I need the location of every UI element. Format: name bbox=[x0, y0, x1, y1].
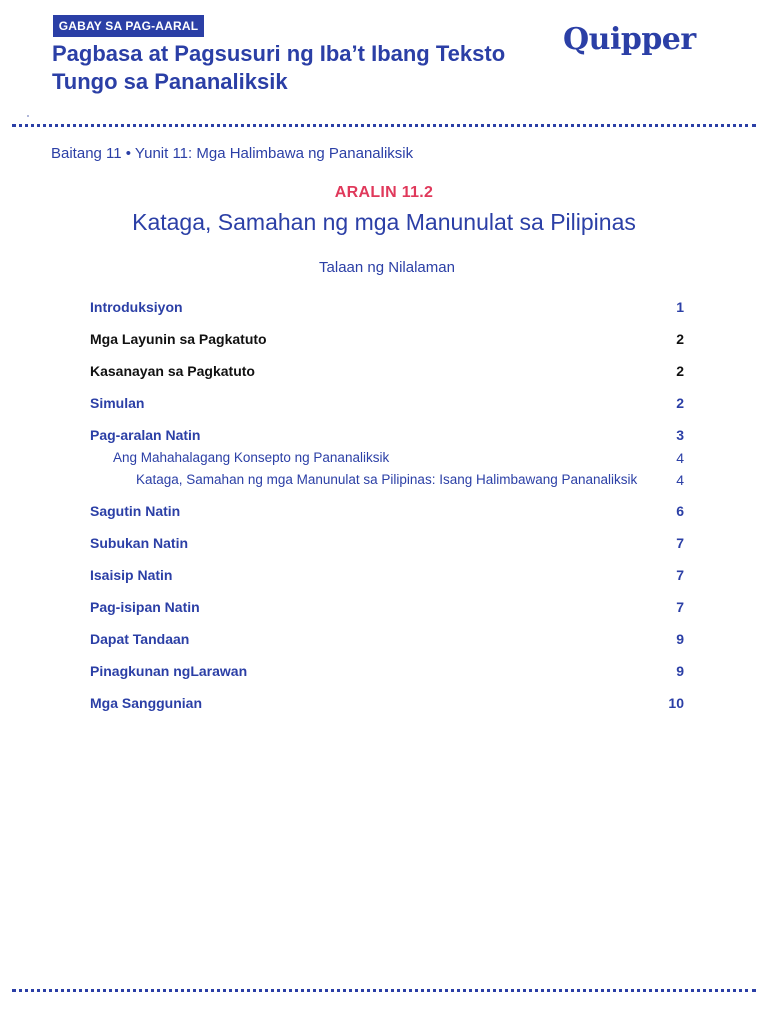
toc-entry-label: Pag-aralan Natin bbox=[90, 427, 201, 443]
guide-badge: GABAY SA PAG-AARAL bbox=[53, 15, 204, 37]
document-title-line2: Tungo sa Pananaliksik bbox=[52, 69, 288, 94]
bottom-dotted-divider bbox=[12, 989, 756, 992]
toc-entry-page: 2 bbox=[676, 363, 684, 379]
lesson-title: Kataga, Samahan ng mga Manunulat sa Pilipinas bbox=[132, 209, 636, 235]
toc-entry-page: 2 bbox=[676, 331, 684, 347]
toc-entry-label: Pag-isipan Natin bbox=[90, 599, 200, 615]
toc-entry-kasanayan[interactable] bbox=[90, 361, 684, 381]
toc-entry-label: Ang Mahahalagang Konsepto ng Pananaliksik bbox=[113, 450, 390, 465]
toc-entry-label: Introduksiyon bbox=[90, 299, 183, 315]
toc-entry-page: 9 bbox=[676, 663, 684, 679]
breadcrumb: Baitang 11 • Yunit 11: Mga Halimbawa ng Pananaliksik bbox=[51, 145, 414, 162]
toc-entry-page: 7 bbox=[676, 599, 684, 615]
toc-entry-sagutin-natin[interactable] bbox=[90, 501, 684, 521]
quipper-logo: Quipper bbox=[563, 22, 696, 57]
toc-entry-page: 9 bbox=[676, 631, 684, 647]
toc-entry-label: Subukan Natin bbox=[90, 535, 189, 551]
toc-entry-subukan-natin[interactable] bbox=[90, 533, 684, 553]
toc-subentry-halimbawang-pananaliksik[interactable] bbox=[90, 470, 684, 490]
toc-entry-page: 7 bbox=[676, 535, 684, 551]
toc-entry-pinagkunan[interactable] bbox=[90, 661, 684, 681]
toc-entry-page: 2 bbox=[676, 395, 684, 411]
toc-entry-dapat-tandaan[interactable] bbox=[90, 629, 684, 649]
toc-entry-pag-isipan-natin[interactable] bbox=[90, 597, 684, 617]
toc-heading: Talaan ng Nilalaman bbox=[319, 259, 455, 276]
toc-entry-label: Dapat Tandaan bbox=[90, 631, 190, 647]
toc-entry-mga-layunin[interactable] bbox=[90, 329, 684, 349]
toc-entry-page: 10 bbox=[668, 695, 684, 711]
toc-entry-simulan[interactable] bbox=[90, 393, 684, 413]
stray-mark bbox=[27, 115, 29, 117]
toc-entry-mga-sanggunian[interactable] bbox=[90, 693, 684, 713]
document-title bbox=[52, 40, 552, 96]
toc-entry-page: 3 bbox=[676, 427, 684, 443]
toc-entry-label: Mga Sanggunian bbox=[90, 695, 202, 711]
toc-entry-page: 4 bbox=[676, 472, 684, 488]
toc-subentry-mahahalagang-konsepto[interactable] bbox=[90, 448, 684, 468]
toc-entry-label: Mga Layunin sa Pagkatuto bbox=[90, 331, 267, 347]
toc-entry-label: Kasanayan sa Pagkatuto bbox=[90, 363, 255, 379]
toc-entry-page: 6 bbox=[676, 503, 684, 519]
toc-entry-label: Sagutin Natin bbox=[90, 503, 181, 519]
toc-entry-isaisip-natin[interactable] bbox=[90, 565, 684, 585]
toc-entry-page: 7 bbox=[676, 567, 684, 583]
toc-entry-pag-aralan-natin[interactable] bbox=[90, 425, 684, 445]
toc-entry-label: Isaisip Natin bbox=[90, 567, 173, 583]
toc-entry-page: 1 bbox=[676, 299, 684, 315]
toc-entry-label: Pinagkunan ngLarawan bbox=[90, 663, 248, 679]
toc-entry-page: 4 bbox=[676, 450, 684, 466]
toc-entry-label: Kataga, Samahan ng mga Manunulat sa Pilipinas: Isang Halimbawang Pananaliksik bbox=[136, 472, 638, 487]
lesson-code: ARALIN 11.2 bbox=[334, 184, 434, 201]
toc-entry-label: Simulan bbox=[90, 395, 145, 411]
document-title-line1: Pagbasa at Pagsusuri ng Iba’t Ibang Teksto bbox=[52, 41, 506, 66]
top-dotted-divider bbox=[12, 124, 756, 127]
toc-entry-introduksiyon[interactable] bbox=[90, 297, 684, 317]
